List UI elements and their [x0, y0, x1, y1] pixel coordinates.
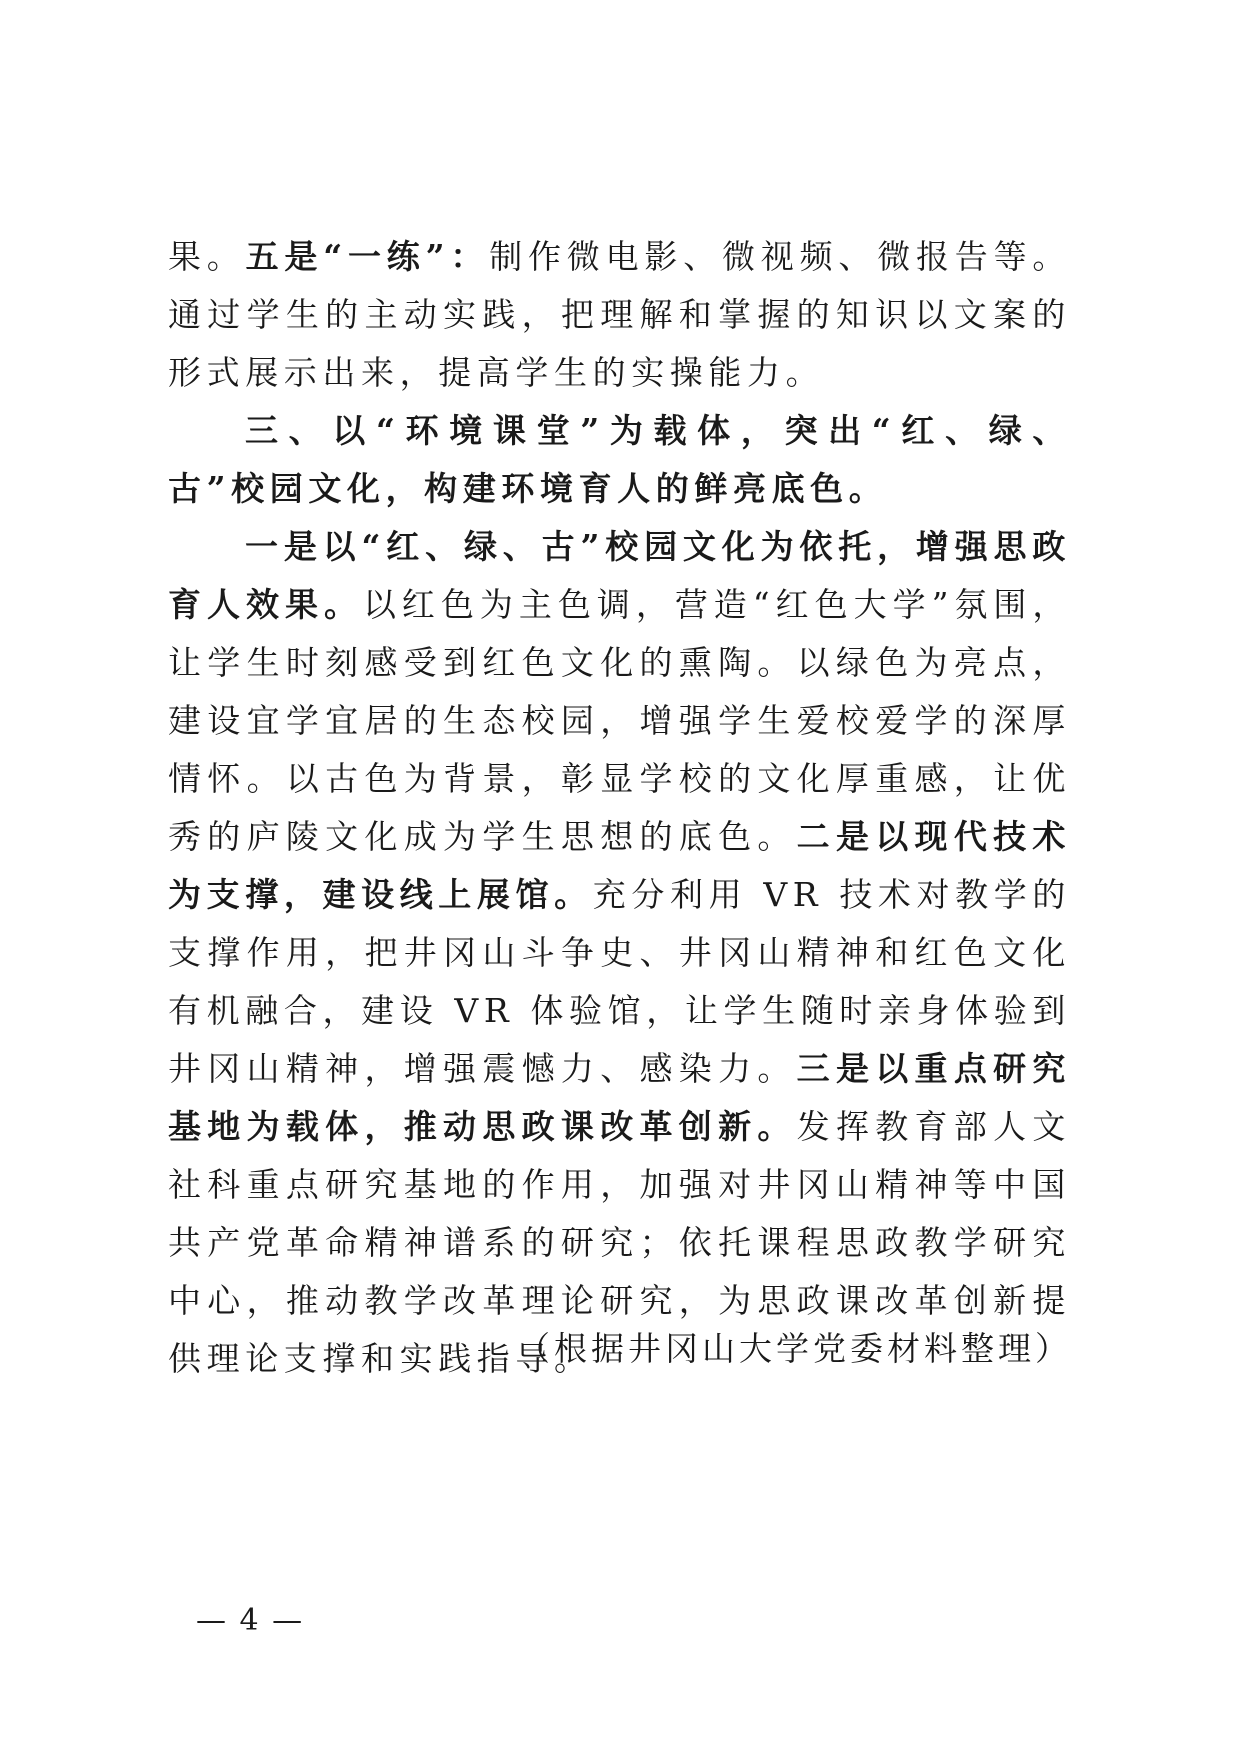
bold-lead-three: 三是以重点研究基地为载体，推动思政课改革创新。	[168, 1049, 1071, 1146]
bold-lead-one: 一是以“红、绿、古”校园文化为依托，增强思政育人效果。	[168, 527, 1071, 624]
paragraph-text-two: 充分利用 VR 技术对教学的支撑作用，把井冈山斗争史、井冈山精神和红色文化有机融合，建设 VR 体验馆，让学生随时亲身体验到井冈山精神，增强震憾力、感染力。	[168, 875, 1071, 1088]
source-note: （根据井冈山大学党委材料整理）	[517, 1329, 1072, 1368]
paragraph-text: 制作微电影、微视频、微报告等。通过学生的主动实践，把理解和掌握的知识以文案的形式展示出来，提高学生的实操能力。	[168, 237, 1072, 392]
page-number: — 4 —	[196, 1603, 305, 1638]
bold-lead-five: 五是“一练”：	[245, 237, 490, 276]
body-text	[168, 228, 1071, 1388]
paragraph-text-one: 以红色为主色调，营造“红色大学”氛围，让学生时刻感受到红色文化的熏陶。以绿色为亮点，建设宜学宜居的生态校园，增强学生爱校爱学的深厚情怀。以古色为背景，彰显学校的文化厚重感，让优秀的庐陵文化成为学生思想的底色。	[168, 585, 1071, 856]
paragraph-continuation	[168, 228, 1071, 402]
section-heading-three: 三、以“环境课堂”为载体，突出“红、绿、古”校园文化，构建环境育人的鲜亮底色。	[168, 411, 1071, 508]
paragraph-text-three: 发挥教育部人文社科重点研究基地的作用，加强对井冈山精神等中国共产党革命精神谱系的研究；依托课程思政教学研究中心，推动教学改革理论研究，为思政课改革创新提供理论支撑和实践指导。	[168, 1107, 1071, 1378]
paragraph-environment	[168, 518, 1071, 1388]
paragraph-start: 果。	[168, 237, 246, 276]
bold-lead-two: 二是以现代技术为支撑，建设线上展馆。	[168, 817, 1071, 914]
